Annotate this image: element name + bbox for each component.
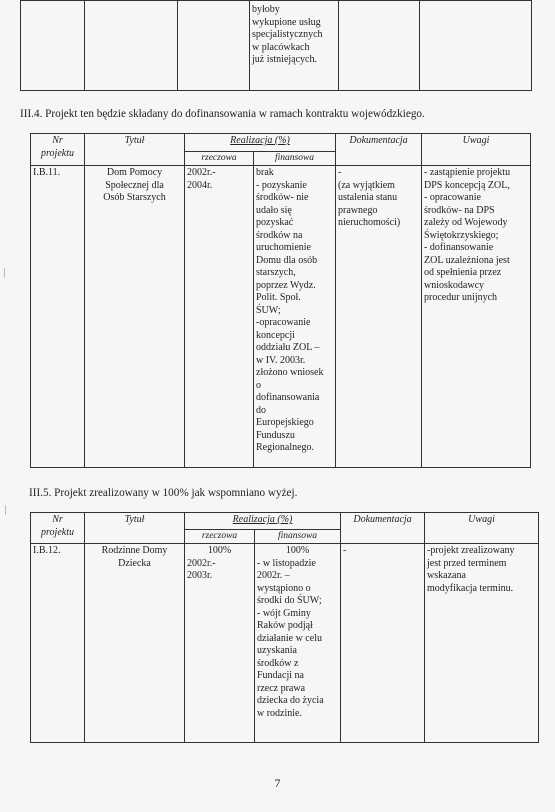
page-number: 7 [274, 776, 281, 790]
scan-mark [5, 505, 6, 515]
header-realizacja: Realizacja (%) [185, 513, 341, 530]
header-dokumentacja: Dokumentacja [341, 513, 425, 544]
empty-cell [339, 1, 420, 91]
cell-finansowa [255, 544, 341, 743]
cell-uwagi: - zastąpienie projektu DPS koncepcją ZOL, - opracowanie środków- na DPS zależy od Wojewody Świętokrzyskiego; - dofinansowanie ZOL uzależniona jest od spełnienia przez wnioskodawcy procedur unijnych [422, 166, 531, 468]
project-table-35 [30, 512, 539, 743]
cell-rzeczowa [185, 544, 255, 743]
empty-cell [21, 1, 85, 91]
top-table-fragment [20, 0, 532, 91]
header-uwagi: Uwagi [422, 134, 531, 166]
rzeczowa-percent: 100% [207, 545, 232, 556]
cell-nr: I.B.11. [31, 166, 85, 468]
rzeczowa-dates: 2002r.- 2003r. [187, 557, 216, 581]
finansowa-text: - w listopadzie 2002r. – wystąpiono o środki do ŚUW; - wójt Gminy Raków podjął działanie w celu uzyskania środków z Fundacji na rzecz prawa dziecka do życia w rodzinie. [257, 557, 324, 719]
header-uwagi: Uwagi [425, 513, 539, 544]
header-realizacja: Realizacja (%) [185, 134, 336, 152]
cell-rzeczowa: 2002r.- 2004r. [185, 166, 254, 468]
header-dokumentacja: Dokumentacja [336, 134, 422, 166]
cell-dokumentacja: - [341, 544, 425, 743]
cell-tytul: Dom Pomocy Społecznej dla Osób Starszych [85, 166, 185, 468]
cell-tytul: Rodzinne Domy Dziecka [85, 544, 185, 743]
section-caption-35: III.5. Projekt zrealizowany w 100% jak wspomniano wyżej. [29, 487, 298, 499]
cell-nr: I.B.12. [31, 544, 85, 743]
finansowa-percent: 100% [285, 545, 310, 556]
header-tytul: Tytuł [85, 513, 185, 544]
cell-uwagi: -projekt zrealizowany jest przed terminem wskazana modyfikacja terminu. [425, 544, 539, 743]
cell-finansowa: brak - pozyskanie środków- nie udało się pozyskać środków na uruchomienie Domu dla osób starszych, poprzez Wydz. Polit. Społ. ŚUW; -opracowanie koncepcji oddziału ZOL – w IV. 2003r. złożono wniosek o dofinansowania do Europejskiego Funduszu Regionalnego. [254, 166, 336, 468]
header-nr: Nr projektu [31, 513, 85, 544]
header-tytul: Tytuł [85, 134, 185, 166]
scan-mark [4, 268, 5, 278]
header-nr: Nr projektu [31, 134, 85, 166]
table-row [31, 166, 531, 468]
empty-cell [178, 1, 250, 91]
header-rzeczowa: rzeczowa [185, 152, 254, 166]
project-table-34 [30, 133, 531, 468]
header-finansowa: finansowa [255, 530, 341, 544]
section-caption-34: III.4. Projekt ten będzie składany do dofinansowania w ramach kontraktu wojewódzkiego. [20, 108, 425, 120]
empty-cell [85, 1, 178, 91]
header-rzeczowa: rzeczowa [185, 530, 255, 544]
table-cell: byłoby wykupione usług specjalistycznych w placówkach już istniejących. [250, 1, 339, 91]
cell-dokumentacja: - (za wyjątkiem ustalenia stanu prawnego nieruchomości) [336, 166, 422, 468]
table-row [31, 544, 539, 743]
header-finansowa: finansowa [254, 152, 336, 166]
empty-cell [420, 1, 532, 91]
